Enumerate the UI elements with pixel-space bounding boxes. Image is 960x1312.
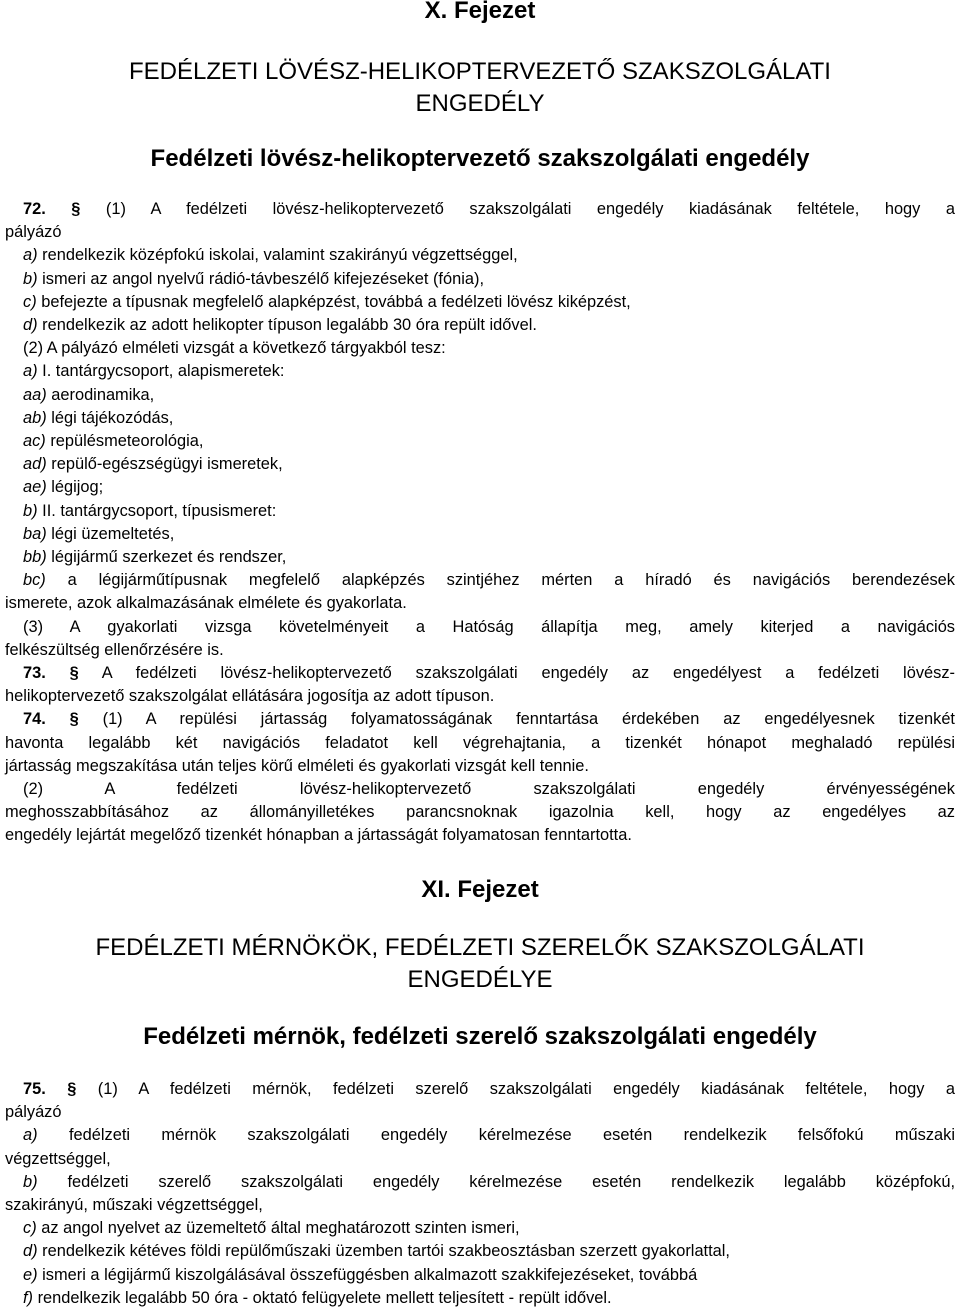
chapter-title-line: FEDÉLZETI MÉRNÖKÖK, FEDÉLZETI SZERELŐK SZAKSZOLGÁLATI xyxy=(95,934,865,961)
paragraph xyxy=(5,1078,955,1101)
item-label: ab) xyxy=(23,408,47,427)
chapter-heading: X. Fejezet xyxy=(424,0,536,24)
chapter-x-header xyxy=(0,0,960,25)
item-label: ad) xyxy=(23,455,47,474)
section-symbol: § xyxy=(71,200,81,218)
item-label: e) xyxy=(23,1265,38,1284)
paragraph-continuation: engedély lejártát megelőző tizenkét hónapban a jártasságát folyamatosan fenntartotta. xyxy=(5,826,632,845)
list-item xyxy=(5,1287,955,1310)
item-label: aa) xyxy=(23,385,47,404)
paragraph-text: (1) A fedélzeti lövész-helikoptervezető szakszolgálati engedély kiadásának feltétele, hogy a xyxy=(105,200,955,218)
item-label: ba) xyxy=(23,524,47,543)
chapter-title-line: FEDÉLZETI LÖVÉSZ-HELIKOPTERVEZETŐ SZAKSZOLGÁLATI xyxy=(129,58,831,85)
item-label: b) xyxy=(23,1172,38,1191)
item-label: a) xyxy=(23,1126,38,1145)
item-text: ismeri az angol nyelvű rádió-távbeszélő kifejezéseket (fónia), xyxy=(42,269,484,288)
paragraph-continuation: helikoptervezető szakszolgálat ellátására jogosítja az adott típuson. xyxy=(5,687,495,706)
item-text: rendelkezik középfokú iskolai, valamint szakirányú végzettséggel, xyxy=(42,246,518,265)
item-text: légi tájékozódás, xyxy=(51,408,174,427)
section-symbol: § xyxy=(69,710,79,729)
list-item xyxy=(5,384,955,407)
chapter-xi-title xyxy=(0,932,960,996)
item-label: c) xyxy=(23,1219,37,1238)
item-text: légijármű szerkezet és rendszer, xyxy=(51,548,287,567)
paragraph-continuation: pályázó xyxy=(5,1103,62,1122)
list-item xyxy=(5,1240,955,1263)
item-text: rendelkezik kétéves földi repülőműszaki üzemben tartói szakbeosztásban szerzett gyakorlattal, xyxy=(42,1242,730,1261)
list-item xyxy=(5,1264,955,1287)
section-subtitle: Fedélzeti lövész-helikoptervezető szakszolgálati engedély xyxy=(150,145,810,172)
item-label: ae) xyxy=(23,478,47,497)
item-label: ac) xyxy=(23,432,46,451)
chapter-title-line: ENGEDÉLY xyxy=(415,90,545,117)
list-item xyxy=(5,476,955,499)
chapter-title-line: ENGEDÉLYE xyxy=(407,966,553,993)
chapter-heading: XI. Fejezet xyxy=(421,876,539,903)
paragraph: (3) A gyakorlati vizsga követelményeit a Hatóság állapítja meg, amely kiterjed a navigációs xyxy=(23,617,955,636)
paragraph-continuation: végzettséggel, xyxy=(5,1149,111,1168)
item-label: b) xyxy=(23,501,38,520)
paragraph-continuation: jártasság megszakítása után teljes körű elméleti és gyakorlati vizsgát kell tennie. xyxy=(5,756,589,775)
list-item xyxy=(5,569,955,592)
list-item xyxy=(5,291,955,314)
paragraph-text: (1) A fedélzeti mérnök, fedélzeti szerelő szakszolgálati engedély kiadásának feltétele, hogy a xyxy=(97,1080,955,1098)
list-item xyxy=(5,453,955,476)
paragraph-text: (1) A repülési jártasság folyamatosságának fenntartása érdekében az engedélyesnek tizenkét xyxy=(102,710,955,729)
paragraph xyxy=(5,708,955,731)
chapter-xi-body xyxy=(0,1078,960,1310)
section-symbol: § xyxy=(67,1080,77,1098)
paragraph-continuation: szakirányú, műszaki végzettséggel, xyxy=(5,1196,263,1215)
chapter-x-title xyxy=(0,56,960,120)
list-item xyxy=(5,314,955,337)
item-text: aerodinamika, xyxy=(51,385,155,404)
item-text: befejezte a típusnak megfelelő alapképzést, továbbá a fedélzeti lövész kiképzést, xyxy=(41,292,631,311)
paragraph-continuation: felkészültség ellenőrzésére is. xyxy=(5,640,224,659)
item-label: c) xyxy=(23,292,37,311)
item-label: d) xyxy=(23,316,38,335)
paragraph-continuation: pályázó xyxy=(5,223,62,242)
list-item xyxy=(5,407,955,430)
list-item xyxy=(5,430,955,453)
section-number: 72. xyxy=(23,200,46,218)
section-number: 74. xyxy=(23,710,46,729)
list-item xyxy=(5,546,955,569)
item-label: a) xyxy=(23,246,38,265)
item-text: rendelkezik legalább 50 óra - oktató felügyelete mellett teljesített - repült idővel. xyxy=(37,1288,612,1307)
section-number: 73. xyxy=(23,664,46,683)
list-item xyxy=(5,1124,955,1147)
item-label: a) xyxy=(23,362,38,381)
item-text: repülésmeteorológia, xyxy=(50,432,204,451)
paragraph-continuation: havonta legalább két navigációs feladatot kell végrehajtania, a tizenkét hónapot meghaladó repülési xyxy=(5,733,955,752)
item-label: bc) xyxy=(23,571,46,590)
section-symbol: § xyxy=(69,664,79,683)
paragraph-continuation: meghosszabbításához az állományilletékes parancsnoknak igazolnia kell, hogy az engedélyes az xyxy=(5,803,955,822)
list-item xyxy=(5,244,955,267)
paragraph xyxy=(5,198,955,221)
list-item xyxy=(5,1217,955,1240)
paragraph: (2) A fedélzeti lövész-helikoptervezető szakszolgálati engedély érvényességének xyxy=(23,780,955,799)
chapter-x-subtitle xyxy=(0,144,960,174)
item-text: repülő-egészségügyi ismeretek, xyxy=(51,455,283,474)
item-label: d) xyxy=(23,1242,38,1261)
item-label: b) xyxy=(23,269,38,288)
item-text: a légijárműtípusnak megfelelő alapképzés szintjéhez mérten a híradó és navigációs berendezések xyxy=(67,571,955,590)
item-text: I. tantárgycsoport, alapismeretek: xyxy=(42,362,285,381)
item-text: fedélzeti mérnök szakszolgálati engedély kérelmezése esetén rendelkezik felsőfokú műszaki xyxy=(68,1126,955,1145)
item-label: bb) xyxy=(23,548,47,567)
item-text: ismeri a légijármű kiszolgálásával összefüggésben alkalmazott szakkifejezéseket, továbbá xyxy=(42,1265,698,1284)
item-text: fedélzeti szerelő szakszolgálati engedély kérelmezése esetén rendelkezik legalább középfokú, xyxy=(67,1172,955,1191)
paragraph xyxy=(5,662,955,685)
item-text: légijog; xyxy=(51,478,104,497)
list-item xyxy=(5,268,955,291)
chapter-xi-subtitle xyxy=(0,1022,960,1052)
item-text: légi üzemeltetés, xyxy=(51,524,175,543)
paragraph: (2) A pályázó elméleti vizsgát a következő tárgyakból tesz: xyxy=(23,339,446,358)
chapter-xi-header xyxy=(0,876,960,904)
list-item xyxy=(5,523,955,546)
section-number: 75. xyxy=(23,1080,46,1098)
paragraph-text: A fedélzeti lövész-helikoptervezető szakszolgálati engedély az engedélyest a fedélzeti lövész- xyxy=(101,664,955,683)
paragraph-continuation: ismerete, azok alkalmazásának elmélete és gyakorlata. xyxy=(5,594,407,613)
section-subtitle: Fedélzeti mérnök, fedélzeti szerelő szakszolgálati engedély xyxy=(143,1023,817,1050)
item-text: II. tantárgycsoport, típusismeret: xyxy=(42,501,277,520)
item-label: f) xyxy=(23,1288,34,1307)
list-item xyxy=(5,500,955,523)
chapter-x-body xyxy=(0,198,960,848)
list-item xyxy=(5,1171,955,1194)
list-item xyxy=(5,360,955,383)
item-text: az angol nyelvet az üzemeltető által meghatározott szinten ismeri, xyxy=(41,1219,520,1238)
item-text: rendelkezik az adott helikopter típuson legalább 30 óra repült idővel. xyxy=(42,316,537,335)
